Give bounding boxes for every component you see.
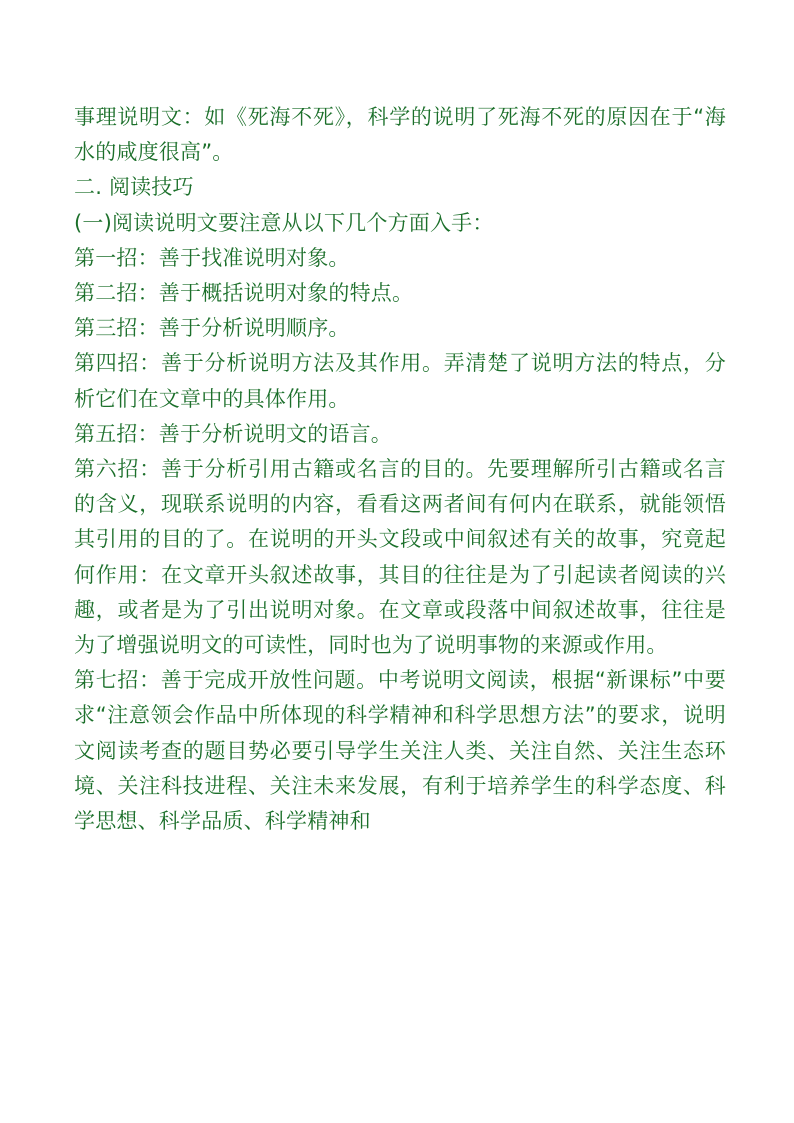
tip-3: 第三招：善于分析说明顺序。 xyxy=(74,316,350,341)
tip-7: 第七招：善于完成开放性问题。中考说明文阅读，根据“新课标”中要求“注意领会作品中所体现的科学精神和科学思想方法”的要求，说明文阅读考查的题目势必要引导学生关注人类、关注自然、关注生态环境、关注科技进程、关注未来发展，有利于培养学生的科学态度、科学思想、科学品质、科学精神和 xyxy=(74,668,726,834)
document-body xyxy=(74,100,726,839)
tip-4: 第四招：善于分析说明方法及其作用。弄清楚了说明方法的特点，分析它们在文章中的具体作用。 xyxy=(74,351,726,411)
tip-2: 第二招：善于概括说明对象的特点。 xyxy=(74,281,414,306)
tip-1: 第一招：善于找准说明对象。 xyxy=(74,245,350,270)
tip-6: 第六招：善于分析引用古籍或名言的目的。先要理解所引古籍或名言的含义，现联系说明的内容，看看这两者间有何内在联系，就能领悟其引用的目的了。在说明的开头文段或中间叙述有关的故事，究竟起何作用：在文章开头叙述故事，其目的往往是为了引起读者阅读的兴趣，或者是为了引出说明对象。在文章或段落中间叙述故事，往往是为了增强说明文的可读性，同时也为了说明事物的来源或作用。 xyxy=(74,457,726,658)
tip-5: 第五招：善于分析说明文的语言。 xyxy=(74,421,392,446)
paragraph-example-text: 事理说明文：如《死海不死》，科学的说明了死海不死的原因在于“海水的咸度很高”。 xyxy=(74,105,726,165)
subsection-heading: (一)阅读说明文要注意从以下几个方面入手： xyxy=(74,210,494,235)
section-heading-reading-skills: 二. 阅读技巧 xyxy=(74,175,194,200)
